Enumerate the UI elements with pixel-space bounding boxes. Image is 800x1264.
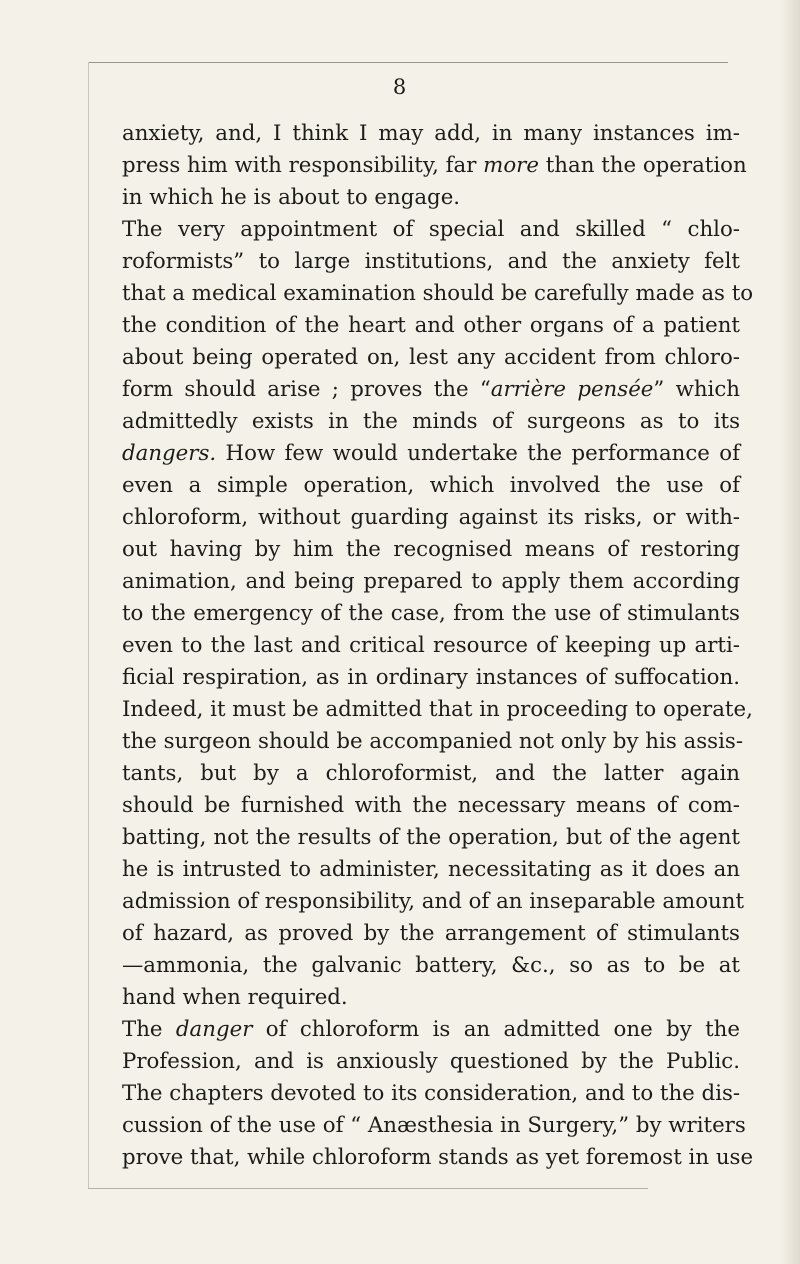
text-run: form should arise ; proves the “ (122, 377, 491, 402)
text-run: ficial respiration, as in ordinary instances of suffocation. (122, 665, 740, 690)
text-line (122, 630, 740, 662)
text-run: ” which (653, 377, 740, 402)
text-run: anxiety, and, I think I may add, in many instances im- (122, 121, 740, 146)
text-run: roformists” to large institutions, and the anxiety felt (122, 249, 740, 274)
text-run: tants, but by a chloroformist, and the latter again (122, 761, 740, 786)
text-line (122, 982, 740, 1014)
text-run: animation, and being prepared to apply them according (122, 569, 740, 594)
text-line (122, 310, 740, 342)
text-line (122, 374, 740, 406)
text-run: hand when required. (122, 985, 348, 1010)
page-gutter-shadow (780, 0, 800, 1264)
text-line (122, 246, 740, 278)
italic-text: danger (175, 1017, 253, 1042)
text-line (122, 278, 754, 310)
italic-text: dangers. (122, 441, 217, 466)
text-line (122, 854, 740, 886)
text-run: of hazard, as proved by the arrangement of stimulants (122, 921, 740, 946)
text-run: he is intrusted to administer, necessitating as it does an (122, 857, 740, 882)
text-line (122, 1014, 740, 1046)
text-line (122, 342, 740, 374)
text-run: even a simple operation, which involved the use of (122, 473, 740, 498)
text-line (122, 1110, 746, 1142)
text-line (122, 790, 740, 822)
text-line (122, 502, 740, 534)
text-run: the surgeon should be accompanied not only by his assis- (122, 729, 744, 754)
text-run: press him with responsibility, far (122, 153, 484, 178)
page-bottom-edge (88, 1188, 648, 1189)
text-line (122, 470, 740, 502)
text-line (122, 566, 740, 598)
text-line (122, 918, 740, 950)
text-line (122, 758, 740, 790)
text-run: The chapters devoted to its consideration, and to the dis- (122, 1081, 741, 1106)
text-line (122, 406, 740, 438)
text-line (122, 1078, 740, 1110)
text-line (122, 1046, 740, 1078)
page-left-edge (88, 62, 89, 1188)
body-text (122, 118, 754, 1174)
text-run: How few would undertake the performance of (216, 441, 740, 466)
text-line (122, 662, 740, 694)
text-line (122, 822, 740, 854)
text-run: even to the last and critical resource of keeping up arti- (122, 633, 740, 658)
text-line (122, 118, 740, 150)
text-run: the condition of the heart and other organs of a patient (122, 313, 740, 338)
page-top-edge (88, 62, 728, 63)
text-run: The very appointment of special and skilled “ chlo- (122, 217, 740, 242)
text-line (122, 598, 740, 630)
text-line (122, 534, 740, 566)
text-run: out having by him the recognised means of restoring (122, 537, 740, 562)
text-run: than the operation (538, 153, 747, 178)
text-run: —ammonia, the galvanic battery, &c., so as to be at (122, 953, 740, 978)
text-run: in which he is about to engage. (122, 185, 461, 210)
text-line (122, 214, 740, 246)
text-run: prove that, while chloroform stands as yet foremost in use (122, 1145, 754, 1170)
text-run: to the emergency of the case, from the use of stimulants (122, 601, 740, 626)
italic-text: arrière pensée (490, 377, 654, 402)
text-line (122, 1142, 754, 1174)
text-line (122, 694, 753, 726)
text-line (122, 438, 740, 470)
italic-text: more (483, 153, 539, 178)
text-run: Indeed, it must be admitted that in proceeding to operate, (122, 697, 753, 722)
text-run: should be furnished with the necessary means of com- (122, 793, 740, 818)
text-run: cussion of the use of “ Anæsthesia in Surgery,” by writers (122, 1113, 746, 1138)
text-run: admission of responsibility, and of an inseparable amount (122, 889, 745, 914)
text-line (122, 150, 747, 182)
text-run: The (122, 1017, 176, 1042)
text-run: admittedly exists in the minds of surgeons as to its (122, 409, 740, 434)
text-run: that a medical examination should be carefully made as to (122, 281, 754, 306)
text-run: batting, not the results of the operation, but of the agent (122, 825, 740, 850)
text-line (122, 950, 740, 982)
page-number: 8 (392, 75, 408, 99)
text-run: about being operated on, lest any accident from chloro- (122, 345, 740, 370)
text-line (122, 886, 745, 918)
text-run: chloroform, without guarding against its risks, or with- (122, 505, 740, 530)
text-line (122, 182, 740, 214)
text-run: Profession, and is anxiously questioned by the Public. (122, 1049, 740, 1074)
text-line (122, 726, 744, 758)
text-run: of chloroform is an admitted one by the (252, 1017, 740, 1042)
